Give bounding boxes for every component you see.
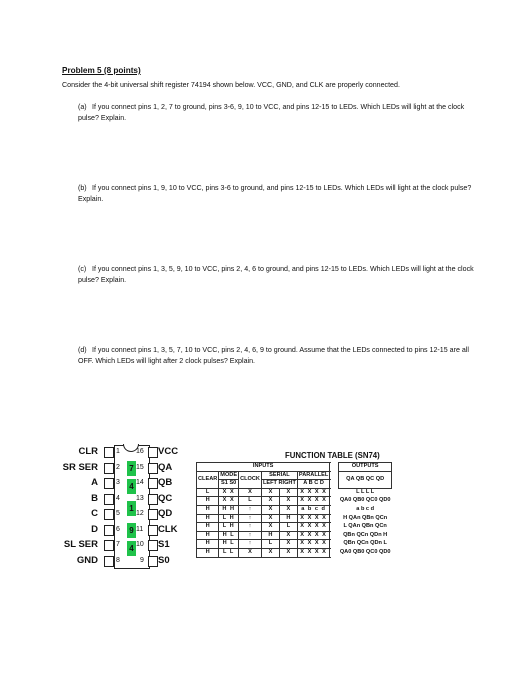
pin-box-left [104, 447, 114, 458]
pin-box-left [104, 494, 114, 505]
pin-box-left [104, 556, 114, 567]
serial-header: SERIAL [261, 471, 297, 480]
table-row [197, 523, 392, 532]
table-spacer [330, 514, 339, 523]
table-cell: H [197, 523, 219, 532]
pin-box-right [148, 556, 158, 567]
table-cell: L [197, 488, 219, 497]
table-cell: H [261, 531, 279, 540]
table-cell: X X X X [297, 548, 329, 557]
parallel-header: PARALLEL [297, 471, 329, 480]
pin-label-left: CLR [78, 446, 98, 457]
pin-box-left [104, 509, 114, 520]
question-text: If you connect pins 1, 9, 10 to VCC, pins 3-6 to ground, and pins 12-15 to LEDs. Which LEDs will light at the clock pulse? Explain. [78, 184, 472, 203]
pin-label-right: S1 [158, 539, 170, 550]
table-cell: X [261, 505, 279, 514]
table-spacer [330, 531, 339, 540]
question-text: If you connect pins 1, 3, 5, 7, 10 to VCC, pins 2, 4, 6, 9 to ground. Assume that the LEDs connected to pins 12-15 are all OFF. Which LEDs will light after 2 clock pulses? Explain. [78, 346, 469, 365]
question-c [78, 264, 478, 286]
header-spacer [330, 480, 339, 489]
pin-number-right: 9 [140, 556, 144, 564]
mode-header: MODE [219, 471, 239, 480]
pin-number-left: 5 [116, 510, 120, 517]
pin-box-left [104, 478, 114, 489]
pin-box-right [148, 463, 158, 474]
question-label: (a) [78, 103, 87, 111]
table-cell: X X X X [297, 531, 329, 540]
table-cell: X X X X [297, 514, 329, 523]
table-cell: a b c d [297, 505, 329, 514]
outputs-header: OUTPUTS [339, 463, 392, 472]
output-cell: a b c d [356, 505, 374, 512]
pin-number-left: 2 [116, 463, 120, 471]
pin-label-left: D [91, 523, 98, 535]
table-cell: L H [219, 523, 239, 532]
pin-number-left: 8 [116, 556, 120, 564]
pin-label-left: C [91, 508, 98, 519]
table-cell: H [197, 505, 219, 514]
pin-box-left [104, 463, 114, 474]
table-cell: X [261, 548, 279, 557]
pin-number-right: 16 [136, 448, 144, 455]
output-cell: QA0 QB0 QC0 QD0 [339, 548, 391, 555]
pin-label-right: CLK [158, 523, 178, 535]
pin-number-right: 14 [136, 479, 144, 486]
pin-number-right: 13 [136, 494, 144, 502]
pin-label-left: SL SER [63, 539, 98, 550]
pin-box-left [104, 540, 114, 551]
pin-number-left: 1 [116, 448, 120, 455]
pin-label-left: SR SER [62, 461, 98, 473]
pin-box-right [148, 478, 158, 489]
problem-title: Problem 5 (8 points) [62, 66, 141, 75]
pin-label-left: B [91, 492, 98, 504]
function-table [196, 462, 392, 558]
table-row [197, 531, 392, 540]
function-table-title: FUNCTION TABLE (SN74) [285, 451, 380, 460]
pin-number-right: 12 [136, 510, 144, 517]
output-cell: L QAn QBn QCn [343, 523, 387, 530]
table-cell: X [279, 548, 297, 557]
table-row [197, 540, 392, 549]
table-cell: X [261, 523, 279, 532]
table-cell: H L [219, 531, 239, 540]
table-cell: X [261, 514, 279, 523]
table-row [197, 505, 392, 514]
pin-label-right: QA [158, 461, 173, 473]
pin-box-left [104, 525, 114, 536]
table-cell: ↑ [239, 540, 262, 549]
pin-label-left: A [91, 477, 98, 488]
pin-box-right [148, 540, 158, 551]
header-spacer [330, 463, 339, 472]
table-cell: X X X X [297, 497, 329, 506]
table-spacer [330, 497, 339, 506]
table-cell: X [239, 548, 262, 557]
table-spacer [330, 488, 339, 497]
table-row [197, 497, 392, 506]
table-cell: H [197, 497, 219, 506]
table-cell: X X X X [297, 540, 329, 549]
table-cell: H [279, 514, 297, 523]
table-cell: X [279, 540, 297, 549]
table-cell: H [197, 540, 219, 549]
table-cell: ↑ [239, 523, 262, 532]
question-text: If you connect pins 1, 3, 5, 9, 10 to VCC, pins 2, 4, 6 to ground, and pins 12-15 to LEDs. Which LEDs will light at the clock pulse? Explain. [78, 265, 474, 284]
table-cell: H [197, 531, 219, 540]
table-cell: L H [219, 514, 239, 523]
pin-number-left: 4 [116, 494, 120, 502]
pin-label-right: VCC [158, 446, 179, 457]
pin-highlight-marker: 9 [127, 523, 136, 538]
pin-box-right [148, 494, 158, 505]
abcd-header: A B C D [297, 480, 329, 489]
table-cell: X [239, 488, 262, 497]
question-b [78, 183, 478, 205]
question-text: If you connect pins 1, 2, 7 to ground, pins 3-6, 9, 10 to VCC, and pins 12-15 to LEDs. Which LEDs will light at the clock pulse? Explain. [78, 103, 465, 122]
pin-highlight-marker: 4 [127, 479, 136, 494]
pin-label-right: S0 [158, 554, 170, 566]
table-cell: L [261, 540, 279, 549]
left-right-header: LEFT RIGHT [261, 480, 297, 489]
chip-74194-diagram [28, 445, 218, 575]
question-d [78, 345, 478, 367]
table-cell: X [261, 497, 279, 506]
function-table-body [197, 488, 392, 557]
pin-box-right [148, 509, 158, 520]
table-spacer [330, 523, 339, 532]
question-label: (b) [78, 184, 87, 192]
pin-label-right: QB [158, 477, 173, 488]
pin-label-left: GND [76, 554, 98, 566]
table-cell: X [279, 488, 297, 497]
table-cell: X X X X [297, 488, 329, 497]
problem-intro: Consider the 4-bit universal shift register 74194 shown below. VCC, GND, and CLK are properly connected. [62, 81, 400, 89]
output-cell: H QAn QBn QCn [343, 514, 388, 521]
pin-highlight-marker: 4 [127, 541, 136, 556]
table-spacer [330, 505, 339, 514]
q-header: QA QB QC QD [339, 471, 392, 488]
table-cell: X X X X [297, 523, 329, 532]
pin-box-right [148, 525, 158, 536]
table-row [197, 488, 392, 497]
table-cell: X X [219, 497, 239, 506]
pin-highlight-marker: 1 [127, 501, 136, 516]
table-cell: X [279, 505, 297, 514]
output-cell: QBn QCn QDn L [343, 540, 387, 547]
table-cell: H [197, 514, 219, 523]
table-spacer [330, 548, 339, 557]
pin-number-left: 3 [116, 479, 120, 486]
pin-number-left: 7 [116, 541, 120, 548]
table-cell: ↑ [239, 505, 262, 514]
s1s0-header: S1 S0 [219, 480, 239, 489]
table-row [197, 548, 392, 557]
pin-number-right: 11 [136, 525, 144, 533]
pin-number-left: 6 [116, 525, 120, 533]
question-label: (c) [78, 265, 87, 273]
table-cell: L L [219, 548, 239, 557]
pin-label-right: QD [158, 508, 173, 519]
pin-highlight-marker: 7 [127, 461, 136, 476]
output-cell: QBn QCn QDn H [343, 531, 388, 538]
pin-number-right: 10 [136, 541, 144, 548]
table-cell: L [279, 523, 297, 532]
table-cell: H L [219, 540, 239, 549]
table-cell: X [279, 497, 297, 506]
clock-header: CLOCK [239, 471, 262, 488]
table-cell: X [279, 531, 297, 540]
table-cell: ↑ [239, 514, 262, 523]
output-cell: QA0 QB0 QC0 QD0 [339, 497, 391, 504]
table-cell: X X [219, 488, 239, 497]
header-spacer [330, 471, 339, 480]
table-spacer [330, 540, 339, 549]
pin-box-right [148, 447, 158, 458]
question-a [78, 102, 478, 124]
table-cell: H H [219, 505, 239, 514]
table-cell: L [239, 497, 262, 506]
clear-header: CLEAR [197, 471, 219, 488]
output-cell: L L L L [356, 489, 375, 496]
table-cell: ↑ [239, 531, 262, 540]
table-cell: X [261, 488, 279, 497]
pin-label-right: QC [158, 492, 173, 504]
table-cell: H [197, 548, 219, 557]
inputs-header: INPUTS [197, 463, 330, 472]
pin-number-right: 15 [136, 463, 144, 471]
question-label: (d) [78, 346, 87, 354]
table-row [197, 514, 392, 523]
